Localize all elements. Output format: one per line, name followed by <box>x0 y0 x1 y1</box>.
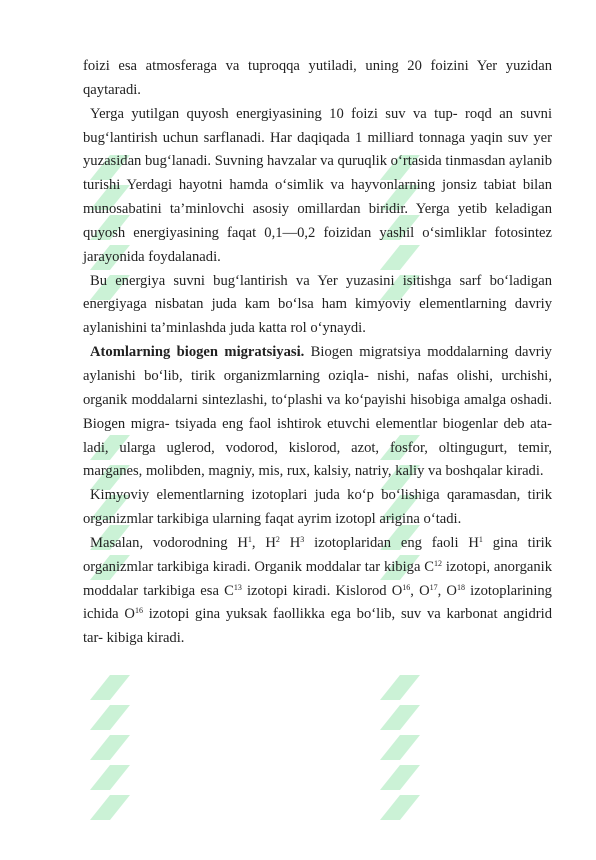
superscript: 16 <box>402 582 411 592</box>
superscript: 16 <box>134 606 143 616</box>
text-run: , O <box>437 582 457 599</box>
superscript: 1 <box>247 534 252 544</box>
text-run: izotopi, anorganik moddalar tarkibiga esa C <box>83 558 553 599</box>
superscript: 12 <box>434 558 443 568</box>
superscript: 1 <box>478 534 483 544</box>
text-run: , O <box>410 582 430 599</box>
superscript: 3 <box>300 534 305 544</box>
body-text <box>83 55 552 651</box>
paragraph: Bu energiya suvni bug‘lantirish va Yer yuzasini isitishga sarf bo‘ladigan energiyaga nisbatan juda kam bo‘lsa ham kimyoviy elementlarning davriy aylanishini ta’minlashda juda katta rol o‘ynaydi. <box>83 272 552 337</box>
text-run: izotopi gina yuksak faollikka ega bo‘lib, suv va karbonat angidrid tar- kibiga kiradi. <box>83 606 552 647</box>
superscript: 18 <box>456 582 465 592</box>
text-run: izotopi kiradi. Kislorod O <box>241 582 403 599</box>
superscript: 13 <box>233 582 242 592</box>
text-run: gina tirik organizmlar tarkibiga kiradi. Organik moddalar tar kibiga C <box>83 534 552 575</box>
text-run: , H <box>251 534 276 551</box>
paragraph-isotopes <box>83 532 552 651</box>
watermark-logo-icon <box>70 620 180 860</box>
superscript: 2 <box>275 534 280 544</box>
watermark-logo-icon <box>360 620 470 860</box>
superscript: 17 <box>429 582 438 592</box>
paragraph-text: Biogen migratsiya moddalarning davriy aylanishi bo‘lib, tirik organizmlarning oziqla- nishi, nafas olishi, urchishi, organik moddalarni sintezlashi, to‘plashi va ko‘payishi hisobiga amalga oshadi. Biogen migra- tsiyada eng faol ishtirok etuvchi elementlar biogenlar deb ata- ladi, ularga uglerod, vodorod, kislorod, azot, fosfor, oltingugurt, temir, marganes, molibden, magniy, mis, rux, kalsiy, natriy, kaliy va boshqalar kiradi. <box>83 344 552 480</box>
section-heading: Atomlarning biogen migratsiyasi. <box>90 344 305 361</box>
paragraph <box>83 341 552 484</box>
text-run: Masalan, vodorodning H <box>90 534 248 551</box>
paragraph: Yerga yutilgan quyosh energiyasining 10 foizi suv va tup- roqd an suvni bug‘lantirish uchun sarflanadi. Har daqiqada 1 milliard tonnaga yaqin suv yer yuzasidan bug‘lanadi. Suvning havzalar va quruqlik o‘rtasida tinmasdan aylanib turishi Yerdagi hayotni hamda o‘simlik va hayvonlarning jonsiz tabiat bilan munosabatini ta’minlovchi asosiy omillardan biridir. Yerga yetib keladigan quyosh energiyasining faqat 0,1—0,2 foizidan yashil o‘simliklar fotosintez jarayonida foydalanadi. <box>83 105 552 265</box>
text-run: izotoplarining ichida O <box>83 582 552 623</box>
paragraph: foizi esa atmosferaga va tuproqqa yutiladi, uning 20 foizini Yer yuzidan qaytaradi. <box>83 58 552 98</box>
text-run: H <box>279 534 301 551</box>
paragraph: Kimyoviy elementlarning izotoplari juda ko‘p bo‘lishiga qaramasdan, tirik organizmlar tarkibiga ularning faqat ayrim izotopl arigina o‘tadi. <box>83 487 552 528</box>
text-run: izotoplaridan eng faoli H <box>304 534 479 551</box>
